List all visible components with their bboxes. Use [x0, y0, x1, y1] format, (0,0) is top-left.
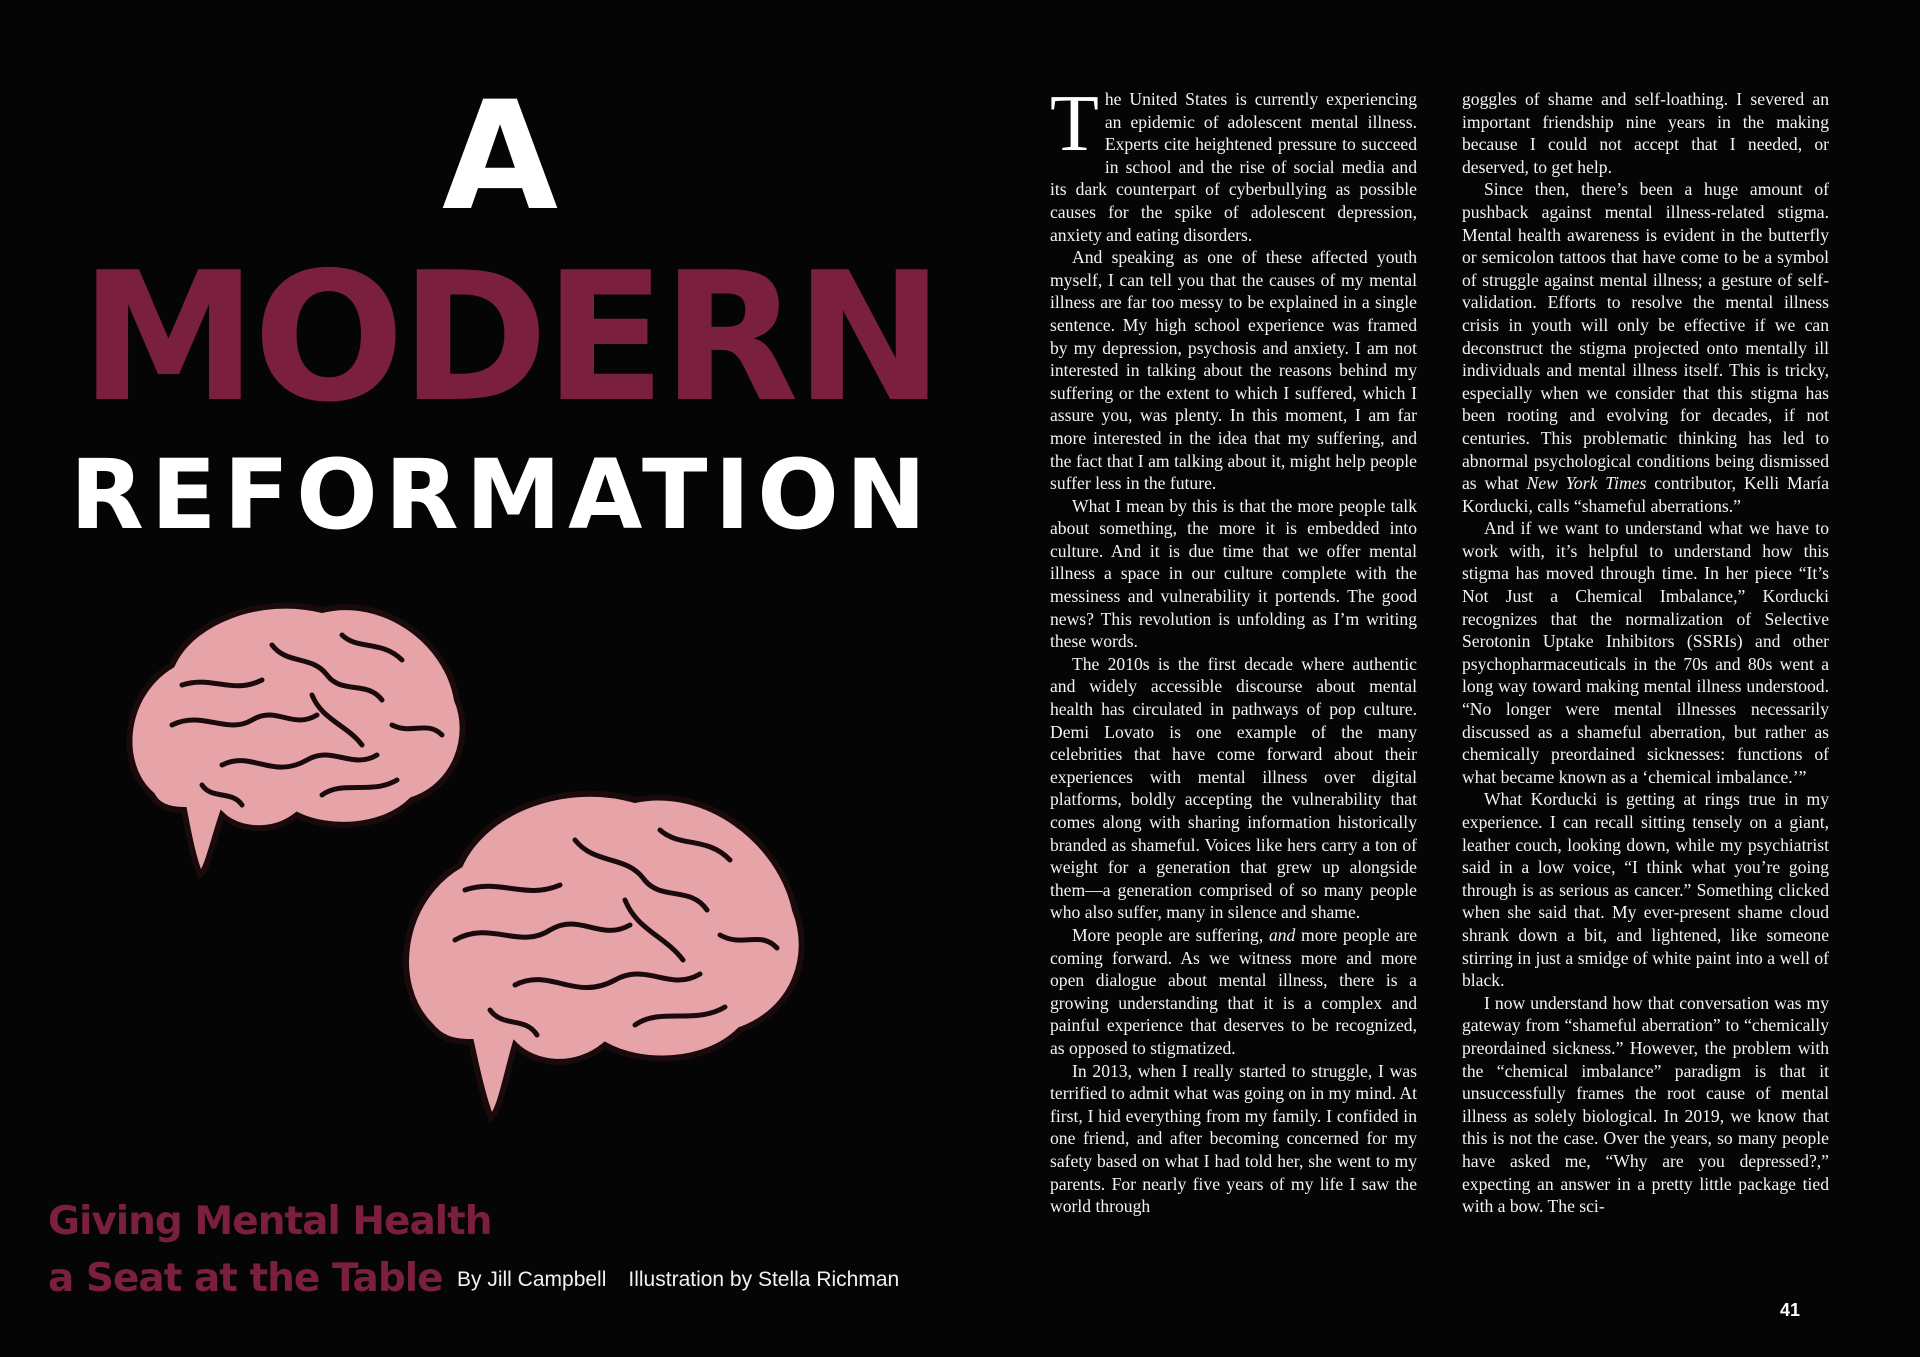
article-paragraph: The 2010s is the first decade where authentic and widely accessible discourse about mental health has circulated in pathways of pop culture. Demi Lovato is one example of the many celebrities that have come forward about their experiences with mental illness over digital platforms, boldly accepting the vulnerability that comes along with sharing information historically branded as shameful. Voices like hers carry a ton of weight for a generation that grew up alongside them—a generation comprised of so many people who also suffer, many in silence and shame. — [1050, 653, 1417, 923]
article-paragraph: More people are suffering, and more people are coming forward. As we witness more and more open dialogue about mental illness, there is a growing understanding that it is a complex and painful experience that deserves to be recognized, as opposed to stigmatized. — [1050, 924, 1417, 1058]
title-line-a: A — [441, 70, 559, 244]
article-column-1 — [1050, 80, 1417, 1218]
article-paragraph: And if we want to understand what we have to work with, it’s helpful to understand how this stigma has moved through time. In her piece “It’s Not Just a Chemical Imbalance,” Korducki recognizes that the normalization of Selective Serotonin Uptake Inhibitors (SSRIs) and other psychopharmaceuticals in the 70s and 80s went a long way toward making mental illness understood. “No longer were mental illnesses necessarily discussed as a shameful aberration, but rather as chemically preordained sicknesses: functions of what became known as a ‘chemical imbalance.’” — [1462, 518, 1829, 787]
page-number: 41 — [1780, 1300, 1801, 1320]
subtitle — [48, 1193, 492, 1307]
title-line-modern: MODERN — [80, 234, 940, 441]
article-paragraph: goggles of shame and self-loathing. I severed an important friendship nine years in the making because I could not accept that I needed, or deserved, to get help. — [1462, 89, 1829, 177]
article-paragraph: Since then, there’s been a huge amount of pushback against mental illness-related stigma. Mental health awareness is evident in the butterfly or semicolon tattoos that have come to be a symbol of struggle against mental illness; a gesture of self-validation. Efforts to resolve the mental illness crisis in youth will only be effective if we can deconstruct the stigma projected onto mentally ill individuals and mental illness itself. This is tricky, especially when we consider that this stigma has been rooting and evolving for decades, if not centuries. This problematic thinking has led to abnormal psychological conditions being dismissed as what New York Times contributor, Kelli María Korducki, calls “shameful aberrations.” — [1462, 179, 1829, 516]
article-paragraph: The United States is currently experiencing an epidemic of adolescent mental illness. Experts cite heightened pressure to succeed in school and the rise of social media and its dark counterpart of cyberbullying as possible causes for the spike of adolescent depression, anxiety and eating disorders. — [1050, 80, 1417, 245]
article-paragraph: I now understand how that conversation was my gateway from “shameful aberration” to “chemically preordained sickness.” However, the problem with the “chemical imbalance” paradigm is that it unsuccessfully frames the root cause of mental illness as solely biological. In 2019, we know that this is not the case. Over the years, so many people have asked me, “Why are you depressed?,” expecting an answer in a pretty little package tied with a bow. The sci- — [1462, 992, 1829, 1217]
drop-cap: T — [1050, 80, 1099, 168]
article-column-2 — [1462, 88, 1829, 1218]
credits — [457, 1268, 899, 1292]
subtitle-line-2: a Seat at the Table — [48, 1256, 443, 1301]
article-paragraph: What Korducki is getting at rings true in my experience. I can recall sitting tensely on a giant, leather couch, looking down, while my psychiatrist said in a low voice, “I think what you’re going through is as serious as cancer.” Something clicked when she said that. My ever-present shame cloud shrank down a bit, and lightened, like someone stirring in just a smidge of white paint into a well of black. — [1462, 789, 1829, 991]
illustration-credit: Illustration by Stella Richman — [628, 1268, 900, 1291]
title-line-reformation: REFORMATION — [70, 439, 934, 551]
subtitle-line-1: Giving Mental Health — [48, 1199, 492, 1244]
byline: By Jill Campbell — [457, 1268, 607, 1291]
article-paragraph: What I mean by this is that the more people talk about something, the more it is embedded into culture. And it is due time that we offer mental illness a space in our culture complete with the messiness and vulnerability it portends. The good news? This revolution is unfolding as I’m writing these words. — [1050, 495, 1417, 652]
article-paragraph: In 2013, when I really started to struggle, I was terrified to admit what was going on in my mind. At first, I hid everything from my family. I confided in one friend, and after becoming concerned for my safety based on what I had told her, she went to my parents. For nearly five years of my life I saw the world through — [1050, 1060, 1417, 1217]
article-paragraph: And speaking as one of these affected youth myself, I can tell you that the causes of my mental illness are far too messy to be explained in a single sentence. My high school experience was framed by my depression, psychosis and anxiety. I am not interested in talking about the reasons behind my suffering or the extent to which I suffered, which I assure you, was plenty. In this moment, I am far more interested in the idea that my suffering, and the fact that I am talking about it, might help people suffer less in the future. — [1050, 247, 1417, 494]
brain-icon — [385, 770, 815, 1130]
